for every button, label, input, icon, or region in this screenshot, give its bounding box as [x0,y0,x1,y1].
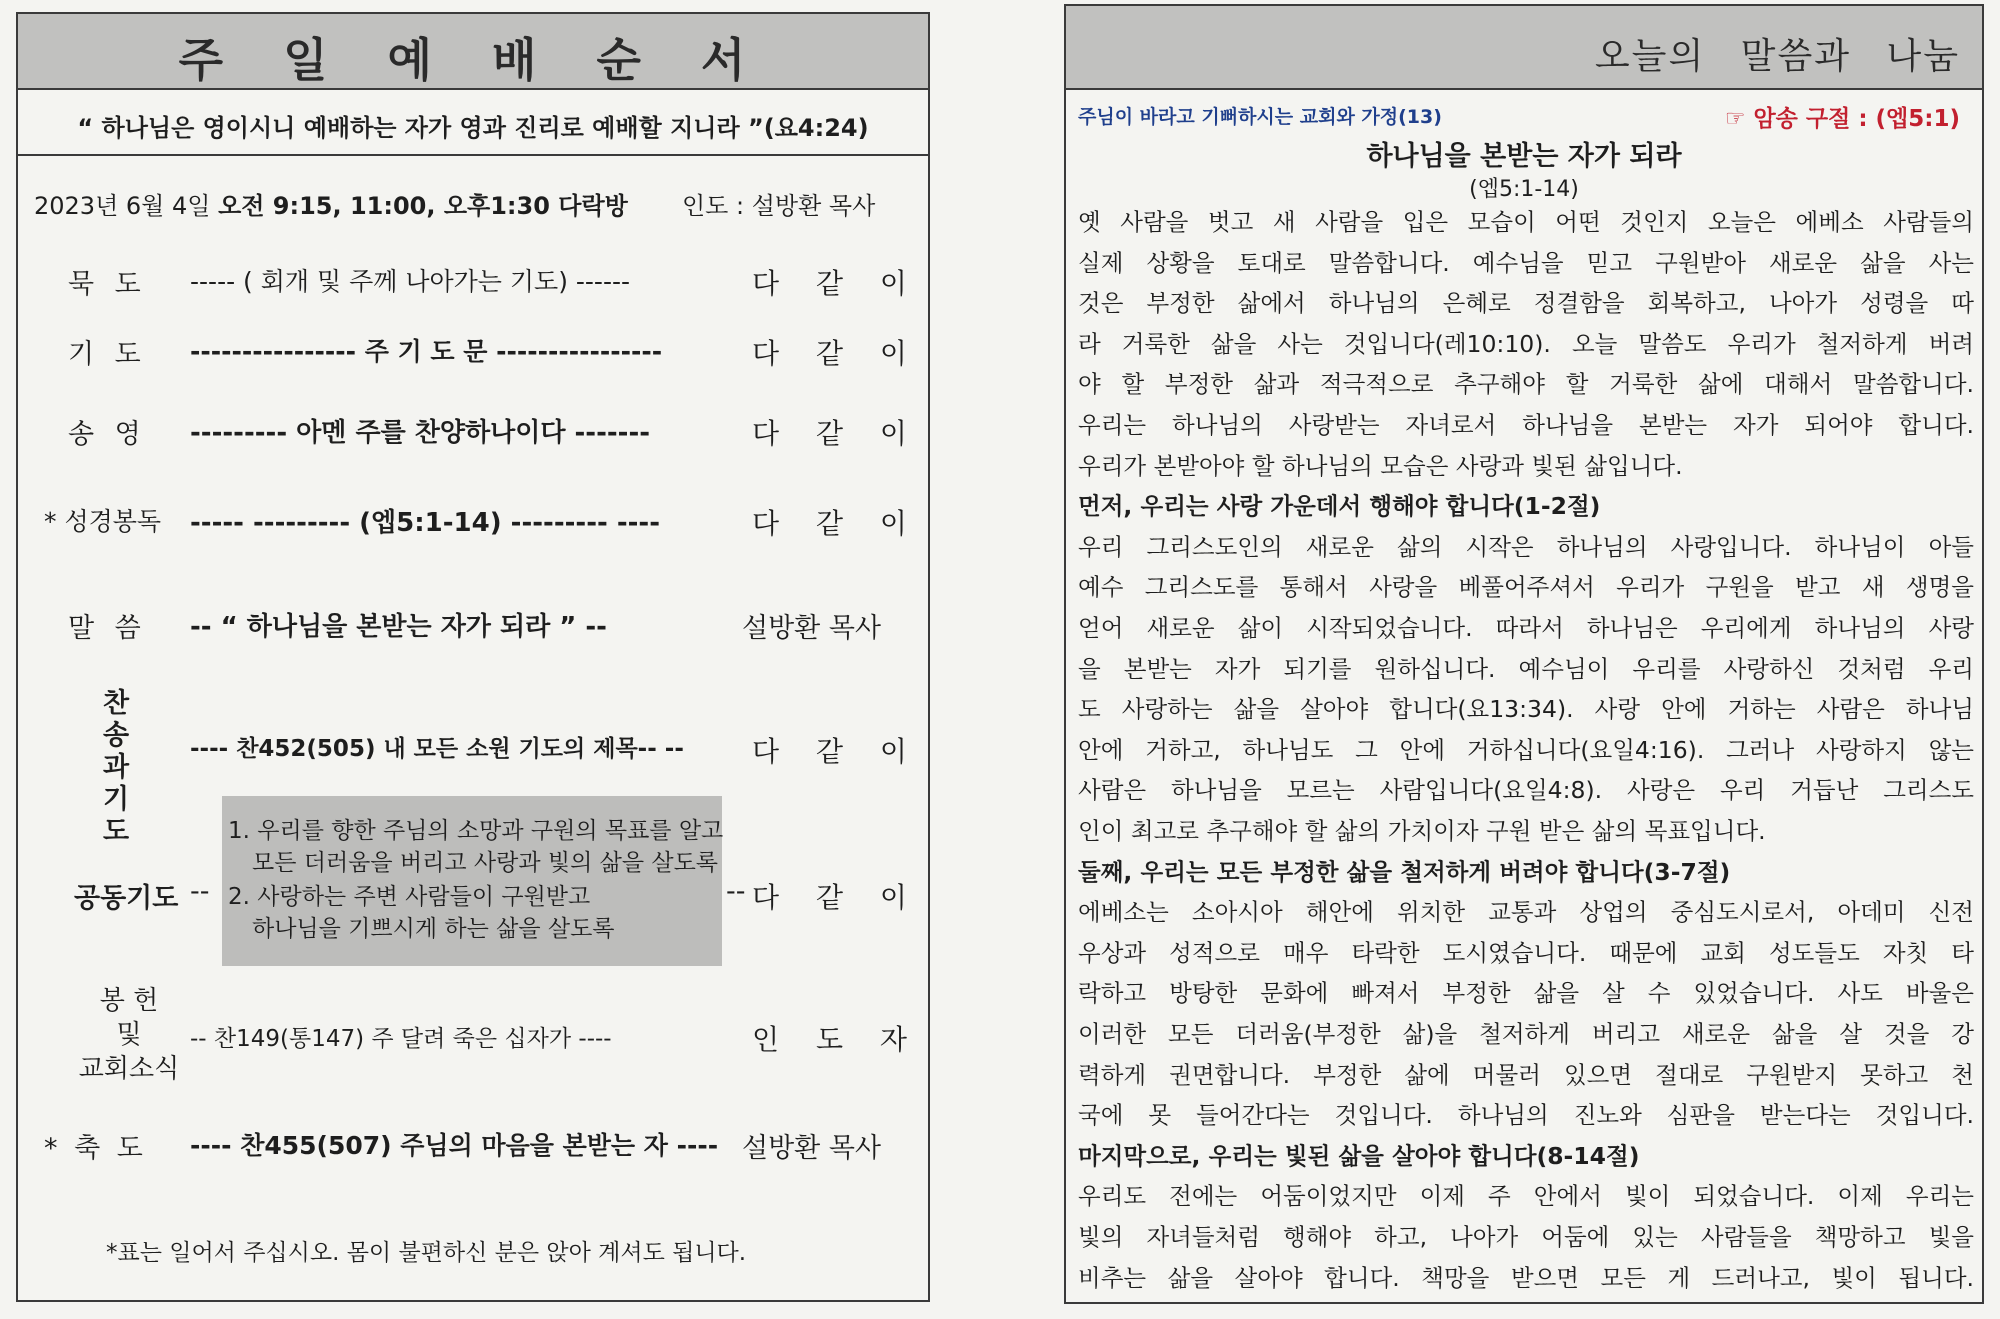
order-label-offering [74,984,184,1086]
sermon-text-line: 얻어 새로운 삶이 시작되었습니다. 따라서 하나님은 우리에게 하나님의 사랑 [1078,614,1974,642]
sermon-text-line: 비추는 삶을 살아야 합니다. 책망을 받으면 모든 게 드러나고, 빛이 됩니다. [1078,1263,1974,1292]
order-label-hymn-prayer [86,688,146,848]
sermon-text-line: 안에 거하고, 하나님도 그 안에 거하십니다(요일4:16). 그러나 사랑하지 않는 [1078,735,1974,764]
order-label: * 축 도 [44,1133,147,1164]
order-content: ----- --------- (엡5:1-14) --------- ---- [190,508,660,538]
order-content: --------- 아멘 주를 찬양하나이다 ------- [190,418,651,448]
sermon-text-line: 우상과 성적으로 매우 타락한 도시였습니다. 때문에 교회 성도들도 자칫 타 [1078,938,1974,967]
order-response: 설방환 목사 [742,613,881,644]
theme-verse: “ 하나님은 영이시니 예배하는 자가 영과 진리로 예배할 지니라 ”(요4:24) [77,114,869,142]
order-label-line: 봉 헌 [99,986,159,1016]
order-content: -- [726,876,746,907]
sermon-header [1066,6,1982,90]
service-date-line [34,186,628,221]
sermon-text-line: 력하게 권면합니다. 부정한 삶에 머물러 있으면 절대로 구원받지 못하고 천 [1078,1060,1974,1089]
sermon-text-line: 옛 사람을 벗고 새 사람을 입은 모습이 어떤 것인지 오늘은 에베소 사람들의 [1078,208,1974,236]
service-date: 2023년 6월 4일 [34,192,211,220]
order-label: 말 씀 [68,613,147,644]
prayer-item: 모든 더러움을 버리고 사랑과 빛의 삶을 살도록 [252,850,719,876]
order-label-line: 과 [102,752,130,783]
order-response: 설방환 목사 [742,1133,881,1164]
order-label: 기 도 [68,339,147,370]
sermon-text-line: 우리도 전에는 어둠이었지만 이제 주 안에서 빛이 되었습니다. 이제 우리는 [1078,1182,1974,1211]
service-leader: 인도 : 설방환 목사 [682,192,876,220]
sermon-point-heading: 먼저, 우리는 사랑 가운데서 행해야 합니다(1-2절) [1078,492,1601,521]
sermon-text-line: 락하고 방탕한 문화에 빠져서 부정한 삶을 살 수 있었습니다. 사도 바울은 [1078,979,1974,1008]
sermon-title: 하나님을 본받는 자가 되라 [1366,141,1682,172]
order-content: ---- 찬452(505) 내 모든 소원 기도의 제목-- -- [190,736,684,762]
footnote: *표는 일어서 주십시오. 몸이 불편하신 분은 앉아 계셔도 됩니다. [106,1240,747,1266]
order-content: -- “ 하나님을 본받는 자가 되라 ” -- [190,612,607,642]
prayer-item: 1. 우리를 향한 주님의 소망과 구원의 목표를 알고 [228,818,724,844]
order-content: -- [190,876,210,907]
order-response: 다 같 이 [752,337,921,370]
sermon-text-line: 야 할 부정한 삶과 적극적으로 추구해야 할 거룩한 삶에 대해서 말씀합니다. [1078,370,1974,399]
order-response: 다 같 이 [752,267,921,300]
order-label-line: 및 [116,1020,142,1050]
order-label: 묵 도 [68,269,147,300]
order-response: 인 도 자 [752,1023,921,1056]
divider [18,154,928,156]
series-title: 주님이 바라고 기뻐하시는 교회와 가정(13) [1078,106,1442,128]
worship-order-title: 주 일 예 배 순 서 [178,33,768,87]
order-content: -- 찬149(통147) 주 달려 죽은 십자가 ---- [190,1026,612,1052]
sermon-point-heading: 둘째, 우리는 모든 부정한 삶을 철저하게 버려야 합니다(3-7절) [1078,857,1731,886]
common-prayer-box [222,796,722,966]
order-content: ---------------- 주 기 도 문 ---------------- [190,337,663,366]
order-content: ---- 찬455(507) 주님의 마음을 본받는 자 ---- [190,1131,719,1160]
order-label-line: 찬 송 [102,688,130,751]
prayer-item: 2. 사랑하는 주변 사람들이 구원받고 [228,884,591,910]
sermon-text-line: 실제 상황을 토대로 말씀합니다. 예수님을 믿고 구원받아 새로운 삶을 사는 [1078,248,1974,277]
memory-verse: ☞ 암송 구절 : (엡5:1) [1724,106,1960,132]
sermon-text-line: 사람은 하나님을 모르는 사람입니다(요일4:8). 사랑은 우리 거듭난 그리스도 [1078,776,1974,805]
sermon-section-title: 오늘의 말씀과 나눔 [1594,36,1960,77]
order-response: 다 같 이 [752,735,921,768]
order-label: * 성경봉독 [44,507,162,536]
order-content: ----- ( 회개 및 주께 나아가는 기도) ------ [190,267,631,296]
worship-order-panel [16,12,930,1302]
order-response: 다 같 이 [752,417,921,450]
sermon-point-heading: 마지막으로, 우리는 빛된 삶을 살아야 합니다(8-14절) [1078,1141,1640,1170]
order-label: 공동기도 [74,883,179,914]
order-label: 송 영 [68,419,147,450]
sermon-text-line: 국에 못 들어간다는 것입니다. 하나님의 진노와 심판을 받는다는 것입니다. [1078,1101,1974,1130]
service-times: 오전 9:15, 11:00, 오후1:30 다락방 [218,192,628,220]
worship-order-header [18,14,928,90]
sermon-text-line: 우리는 하나님의 사랑받는 자녀로서 하나님을 본받는 자가 되어야 합니다. [1078,411,1974,439]
sermon-panel [1064,4,1984,1304]
sermon-text-line: 인이 최고로 추구해야 할 삶의 가치이자 구원 받은 삶의 목표입니다. [1078,817,1766,845]
order-label-line: 기 도 [102,784,130,847]
sermon-text-line: 라 거룩한 삶을 사는 것입니다(레10:10). 오늘 말씀도 우리가 철저하게 버려 [1078,329,1974,358]
sermon-text-line: 우리 그리스도인의 새로운 삶의 시작은 하나님의 사랑입니다. 하나님이 아들 [1078,532,1974,561]
sermon-text-line: 도 사랑하는 삶을 살아야 합니다(요13:34). 사랑 안에 거하는 사람은 하나님 [1078,695,1974,724]
sermon-text-line: 빛의 자녀들처럼 행해야 하고, 나아가 어둠에 있는 사람들을 책망하고 빛을 [1078,1223,1974,1251]
sermon-reference: (엡5:1-14) [1469,177,1579,202]
sermon-text-line: 예수 그리스도를 통해서 사랑을 베풀어주셔서 우리가 구원을 받고 새 생명을 [1078,573,1974,602]
order-label-line: 교회소식 [78,1054,180,1084]
sermon-text-line: 것은 부정한 삶에서 하나님의 은혜로 정결함을 회복하고, 나아가 성령을 따 [1078,289,1974,318]
sermon-text-line: 에베소는 소아시아 해안에 위치한 교통과 상업의 중심도시로서, 아데미 신전 [1078,898,1974,927]
sermon-text-line: 우리가 본받아야 할 하나님의 모습은 사랑과 빛된 삶입니다. [1078,451,1683,480]
sermon-text-line: 이러한 모든 더러움(부정한 삶)을 철저하게 버리고 새로운 삶을 살 것을 강 [1078,1020,1974,1048]
order-response: 다 같 이 [752,881,921,914]
sermon-text-line: 을 본받는 자가 되기를 원하십니다. 예수님이 우리를 사랑하신 것처럼 우리 [1078,654,1974,683]
prayer-item: 하나님을 기쁘시게 하는 삶을 살도록 [252,916,615,942]
order-response: 다 같 이 [752,507,921,540]
